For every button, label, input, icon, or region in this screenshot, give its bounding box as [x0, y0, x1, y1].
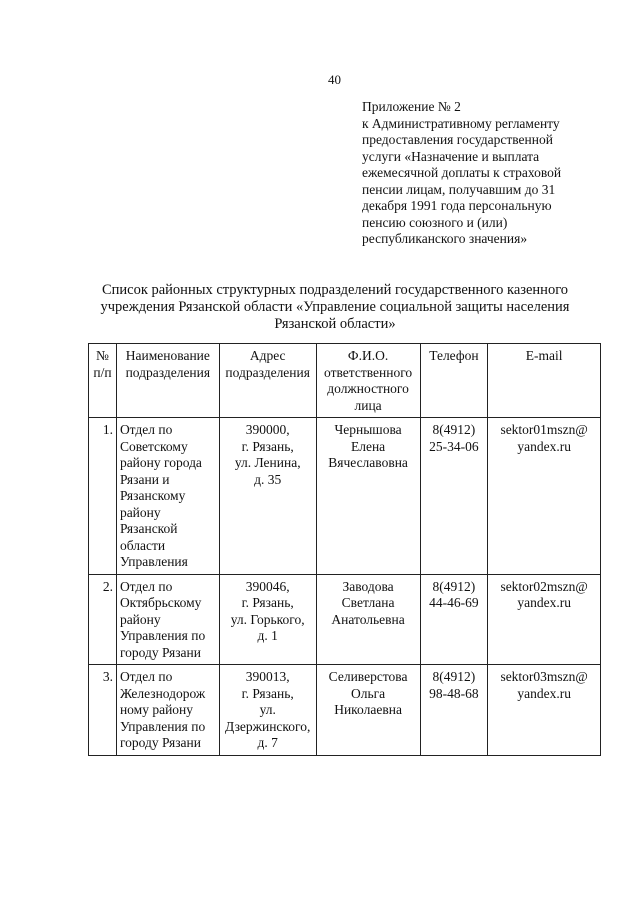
cell-text: Ольга [350, 685, 386, 701]
title-line: учреждения Рязанской области «Управление социальной защиты населения [100, 299, 570, 315]
cell-text: Вячеславовна [328, 455, 408, 470]
cell-text: ул. Горького, [230, 611, 305, 627]
cell-number: 3. [89, 665, 117, 756]
header-text: подразделения [125, 364, 211, 380]
header-text: E-mail [525, 348, 563, 363]
table-header-row [89, 344, 601, 418]
cell-text: району города [119, 455, 202, 470]
cell-text: yandex.ru [517, 685, 571, 701]
cell-text: sektor02mszn@ [500, 578, 588, 594]
header-text: должностного [327, 381, 409, 396]
header-text: № [96, 348, 109, 363]
cell-text: городу Рязани [119, 644, 201, 660]
cell-text: Рязанскому [119, 488, 186, 503]
cell-phone [420, 574, 488, 665]
cell-text: 44-46-69 [429, 595, 479, 610]
cell-text: д. 35 [254, 471, 282, 487]
header-number [89, 344, 117, 418]
header-text: п/п [93, 364, 112, 380]
cell-text: Железнодорож [119, 685, 206, 701]
header-text: ответственного [324, 364, 413, 380]
header-address [219, 344, 316, 418]
cell-address [219, 574, 316, 665]
appendix-line: услуги «Назначение и выплата [362, 148, 540, 164]
cell-fio [316, 665, 420, 756]
appendix-line: декабря 1991 года персональную [362, 198, 552, 213]
cell-text: 8(4912) [432, 578, 476, 594]
cell-text: области [119, 537, 166, 553]
header-text: лица [354, 397, 382, 413]
cell-email [488, 665, 601, 756]
cell-text: sektor03mszn@ [500, 669, 588, 684]
cell-phone [420, 665, 488, 756]
cell-text: Заводова [342, 578, 394, 594]
cell-text: городу Рязани [119, 735, 201, 750]
cell-text: Светлана [341, 595, 395, 610]
cell-address [219, 418, 316, 575]
cell-text: Елена [350, 438, 386, 454]
table-row [89, 418, 601, 575]
appendix-line: ежемесячной доплаты к страховой [362, 165, 562, 180]
appendix-line: к Административному регламенту [362, 115, 560, 131]
cell-text: sektor01mszn@ [500, 422, 588, 437]
cell-text: району [119, 504, 161, 520]
cell-name [116, 574, 219, 665]
appendix-line: республиканского значения» [362, 231, 528, 246]
title-line: Рязанской области» [274, 316, 396, 332]
cell-text: Управления по [119, 628, 206, 643]
header-text: Адрес [249, 348, 286, 363]
cell-text: Отдел по [119, 669, 173, 684]
cell-text: Анатольевна [331, 611, 405, 627]
cell-text: 390000, [245, 422, 290, 437]
cell-text: Дзержинского, [225, 718, 311, 734]
cell-text: 98-48-68 [429, 685, 479, 701]
cell-text: 390013, [245, 669, 290, 684]
cell-text: Отдел по [119, 578, 173, 594]
cell-text: Октябрьскому [119, 595, 202, 610]
cell-text: Управления [119, 554, 188, 569]
cell-fio [316, 574, 420, 665]
page-number: 40 [328, 72, 341, 87]
header-text: Ф.И.О. [347, 348, 389, 363]
cell-text: 8(4912) [432, 422, 476, 437]
cell-text: д. 1 [257, 628, 278, 643]
cell-number: 1. [89, 418, 117, 575]
cell-address [219, 665, 316, 756]
cell-text: г. Рязань, [241, 438, 294, 454]
table-row [89, 574, 601, 665]
title-line: Список районных структурных подразделений государственного казенного [101, 282, 569, 298]
cell-phone [420, 418, 488, 575]
appendix-note [362, 99, 602, 248]
cell-text: yandex.ru [517, 438, 571, 454]
cell-text: г. Рязань, [241, 685, 294, 701]
document-title [90, 282, 580, 333]
header-email [488, 344, 601, 418]
cell-text: Чернышова [334, 422, 402, 437]
cell-text: ул. Ленина, [234, 455, 301, 470]
header-text: Наименование [125, 348, 210, 363]
header-name [116, 344, 219, 418]
table-row [89, 665, 601, 756]
cell-text: Рязани и [119, 471, 170, 487]
cell-name [116, 665, 219, 756]
cell-email [488, 574, 601, 665]
cell-text: Советскому [119, 438, 188, 454]
appendix-line: Приложение № 2 [362, 99, 461, 114]
cell-text: ул. [259, 702, 276, 717]
header-fio [316, 344, 420, 418]
appendix-line: пенсии лицам, получавшим до 31 [362, 181, 556, 197]
header-text: Телефон [429, 348, 479, 363]
units-table [88, 343, 601, 756]
cell-text: ному району [119, 702, 194, 717]
cell-text: району [119, 611, 161, 627]
header-text: подразделения [225, 364, 310, 380]
cell-text: Рязанской [119, 521, 178, 536]
cell-text: г. Рязань, [241, 595, 294, 610]
cell-text: 390046, [245, 578, 290, 594]
cell-email [488, 418, 601, 575]
cell-fio [316, 418, 420, 575]
cell-number: 2. [89, 574, 117, 665]
appendix-line: предоставления государственной [362, 132, 553, 147]
header-phone [420, 344, 488, 418]
cell-text: 8(4912) [432, 669, 476, 684]
cell-text: Управления по [119, 718, 206, 734]
cell-text: 25-34-06 [429, 438, 479, 454]
cell-text: д. 7 [257, 735, 278, 750]
cell-text: Николаевна [334, 702, 402, 717]
cell-text: Селиверстова [328, 669, 408, 684]
cell-name [116, 418, 219, 575]
cell-text: yandex.ru [517, 595, 571, 610]
appendix-line: пенсию союзного и (или) [362, 214, 508, 230]
cell-text: Отдел по [119, 422, 173, 437]
